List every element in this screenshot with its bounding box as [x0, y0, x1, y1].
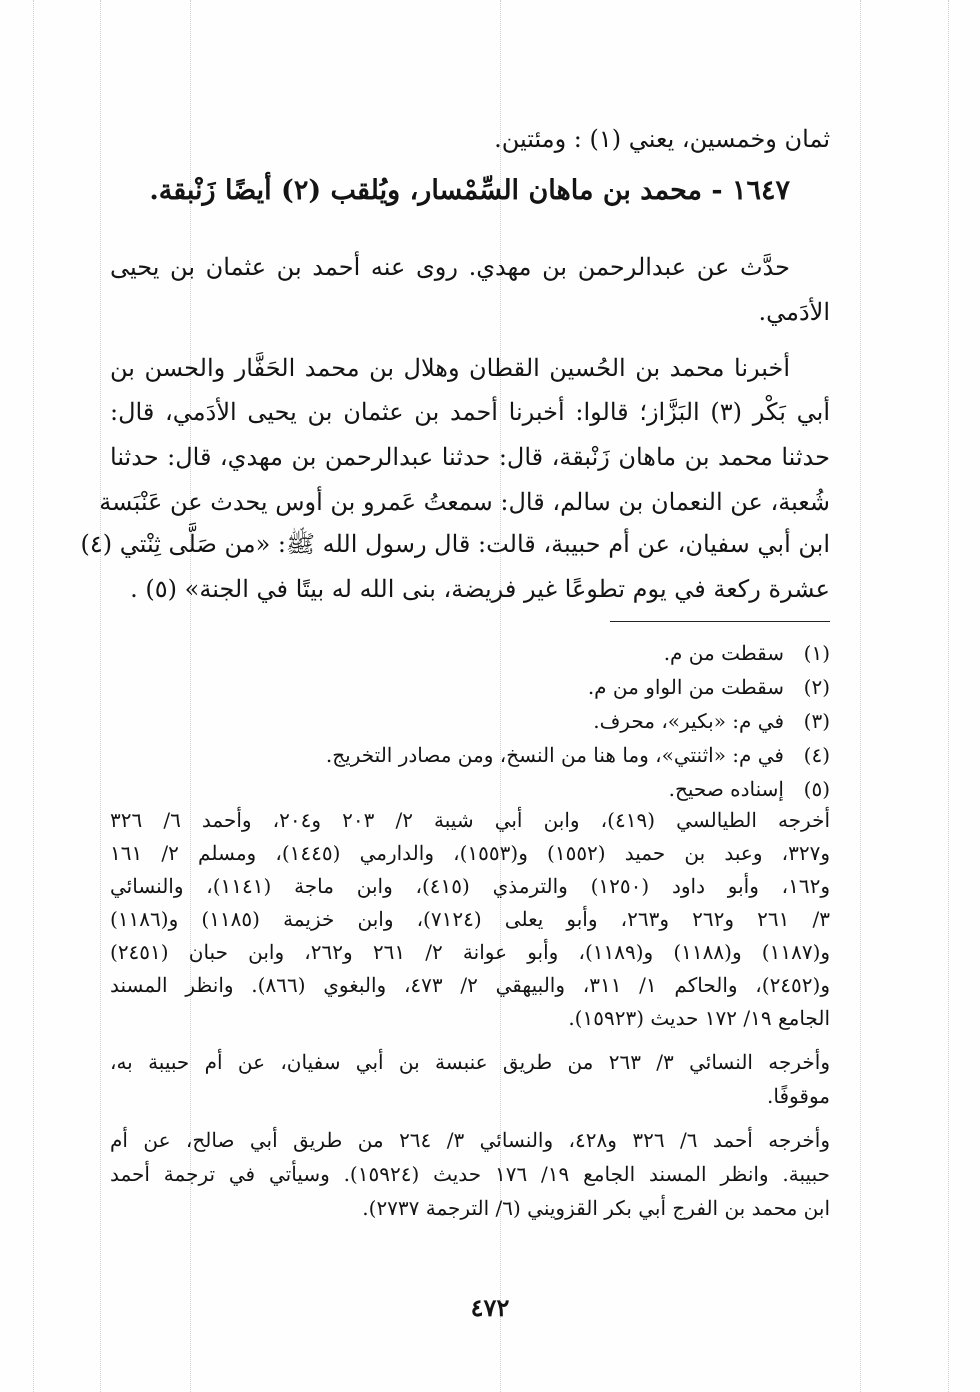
page-number: ٤٧٢	[470, 1293, 510, 1322]
footnote-number: (١)	[803, 641, 830, 665]
takhrij-line: و(١١٨٧) و(١١٨٨) و(١١٨٩)، وأبو عوانة ٢/ ٢٦١ و٢٦٢، وابن حبان (٢٤٥١)	[110, 940, 831, 964]
paragraph-line: أخبرنا محمد بن الحُسين القطان وهلال بن محمد الحَفَّار والحسن بن	[110, 354, 790, 382]
mawquf-line: موقوفًا.	[767, 1084, 830, 1108]
footnote-text: سقطت من م.	[663, 641, 784, 665]
scan-guide-line	[860, 0, 861, 1392]
ahmad-line: وأخرجه أحمد ٦/ ٣٢٦ و٤٢٨، والنسائي ٣/ ٢٦٤ من طريق أبي صالح، عن أم	[110, 1128, 830, 1152]
footnote-separator	[610, 621, 830, 622]
footnote-number: (٢)	[803, 675, 830, 699]
takhrij-line: الجامع ١٩/ ١٧٢ حديث (١٥٩٢٣).	[568, 1006, 830, 1030]
takhrij-line: و١٦٢، وأبو داود (١٢٥٠) والترمذي (٤١٥)، وابن ماجة (١١٤١)، والنسائي	[110, 874, 830, 898]
takhrij-line: و٣٢٧، وعبد بن حميد (١٥٥٢) و(١٥٥٣)، والدارمي (١٤٤٥)، ومسلم ٢/ ١٦١	[110, 841, 831, 865]
scan-guide-line	[100, 0, 101, 1392]
takhrij-line: أخرجه الطيالسي (٤١٩)، وابن أبي شيبة ٢/ ٢٠٣ و٢٠٤، وأحمد ٦/ ٣٢٦	[110, 808, 831, 832]
scan-guide-line	[948, 0, 949, 1392]
footnote-item	[593, 709, 830, 733]
footnote-number: (٥)	[803, 777, 830, 801]
footnote-text: إسناده صحيح.	[668, 777, 784, 801]
footnote-item	[669, 777, 830, 801]
paragraph-line: حدَّث عن عبدالرحمن بن مهدي. روى عنه أحمد بن عثمان بن يحيى	[110, 253, 790, 281]
footnote-text: في م: «بكير»، محرف.	[593, 709, 784, 733]
takhrij-line: و(٢٤٥٢)، والحاكم ١/ ٣١١، والبيهقي ٢/ ٤٧٣، والبغوي (٨٦٦). وانظر المسند	[110, 973, 830, 997]
paragraph-line: عشرة ركعة في يوم تطوعًا غير فريضة، بنى الله له بيتًا في الجنة» (٥) .	[130, 575, 830, 603]
scan-guide-line	[33, 0, 34, 1392]
paragraph-line: ابن أبي سفيان، عن أم حبيبة، قالت: قال رسول الله ﷺ: «من صَلَّى ثِنْتي (٤)	[80, 530, 830, 558]
footnote-item	[588, 675, 830, 699]
takhrij-line: ٣/ ٢٦١ و٢٦٢ و٢٦٣، وأبو يعلى (٧١٢٤)، وابن خزيمة (١١٨٥) و(١١٨٦)	[110, 907, 831, 931]
paragraph-line: الأدَمي.	[758, 298, 830, 326]
entry-heading: ١٦٤٧ - محمد بن ماهان السِّمْسار، ويُلقب (٢) أيضًا زَنْبقة.	[149, 175, 790, 206]
paragraph-line: حدثنا محمد بن ماهان زَنْبقة، قال: حدثنا عبدالرحمن بن مهدي، قال: حدثنا	[110, 443, 830, 471]
footnote-text: في م: «اثنتي»، وما هنا من النسخ، ومن مصادر التخريج.	[325, 743, 784, 767]
paragraph-line: أبي بَكْر (٣) البَزَّاز؛ قالوا: أخبرنا أحمد بن عثمان بن يحيى الأدَمي، قال:	[110, 398, 831, 426]
footnote-item	[326, 743, 830, 767]
footnote-item	[664, 641, 830, 665]
footnote-number: (٣)	[803, 709, 830, 733]
ahmad-line: ابن محمد بن الفرج أبي بكر القزويني (٦/ الترجمة ٢٧٣٧).	[362, 1196, 830, 1220]
paragraph-line: شُعبة، عن النعمان بن سالم، قال: سمعتُ عَمرو بن أوس يحدث عن عَنْبَسة	[99, 488, 830, 516]
mawquf-line: وأخرجه النسائي ٣/ ٢٦٣ من طريق عنبسة بن أبي سفيان، عن أم حبيبة به،	[110, 1050, 830, 1074]
ahmad-line: حبيبة. وانظر المسند الجامع ١٩/ ١٧٦ حديث (١٥٩٢٤). وسيأتي في ترجمة أحمد	[110, 1162, 830, 1186]
footnote-text: سقطت من الواو من م.	[587, 675, 784, 699]
carry-over-line: ثمان وخمسين، يعني (١) : ومئتين.	[494, 125, 830, 153]
footnote-number: (٤)	[803, 743, 830, 767]
